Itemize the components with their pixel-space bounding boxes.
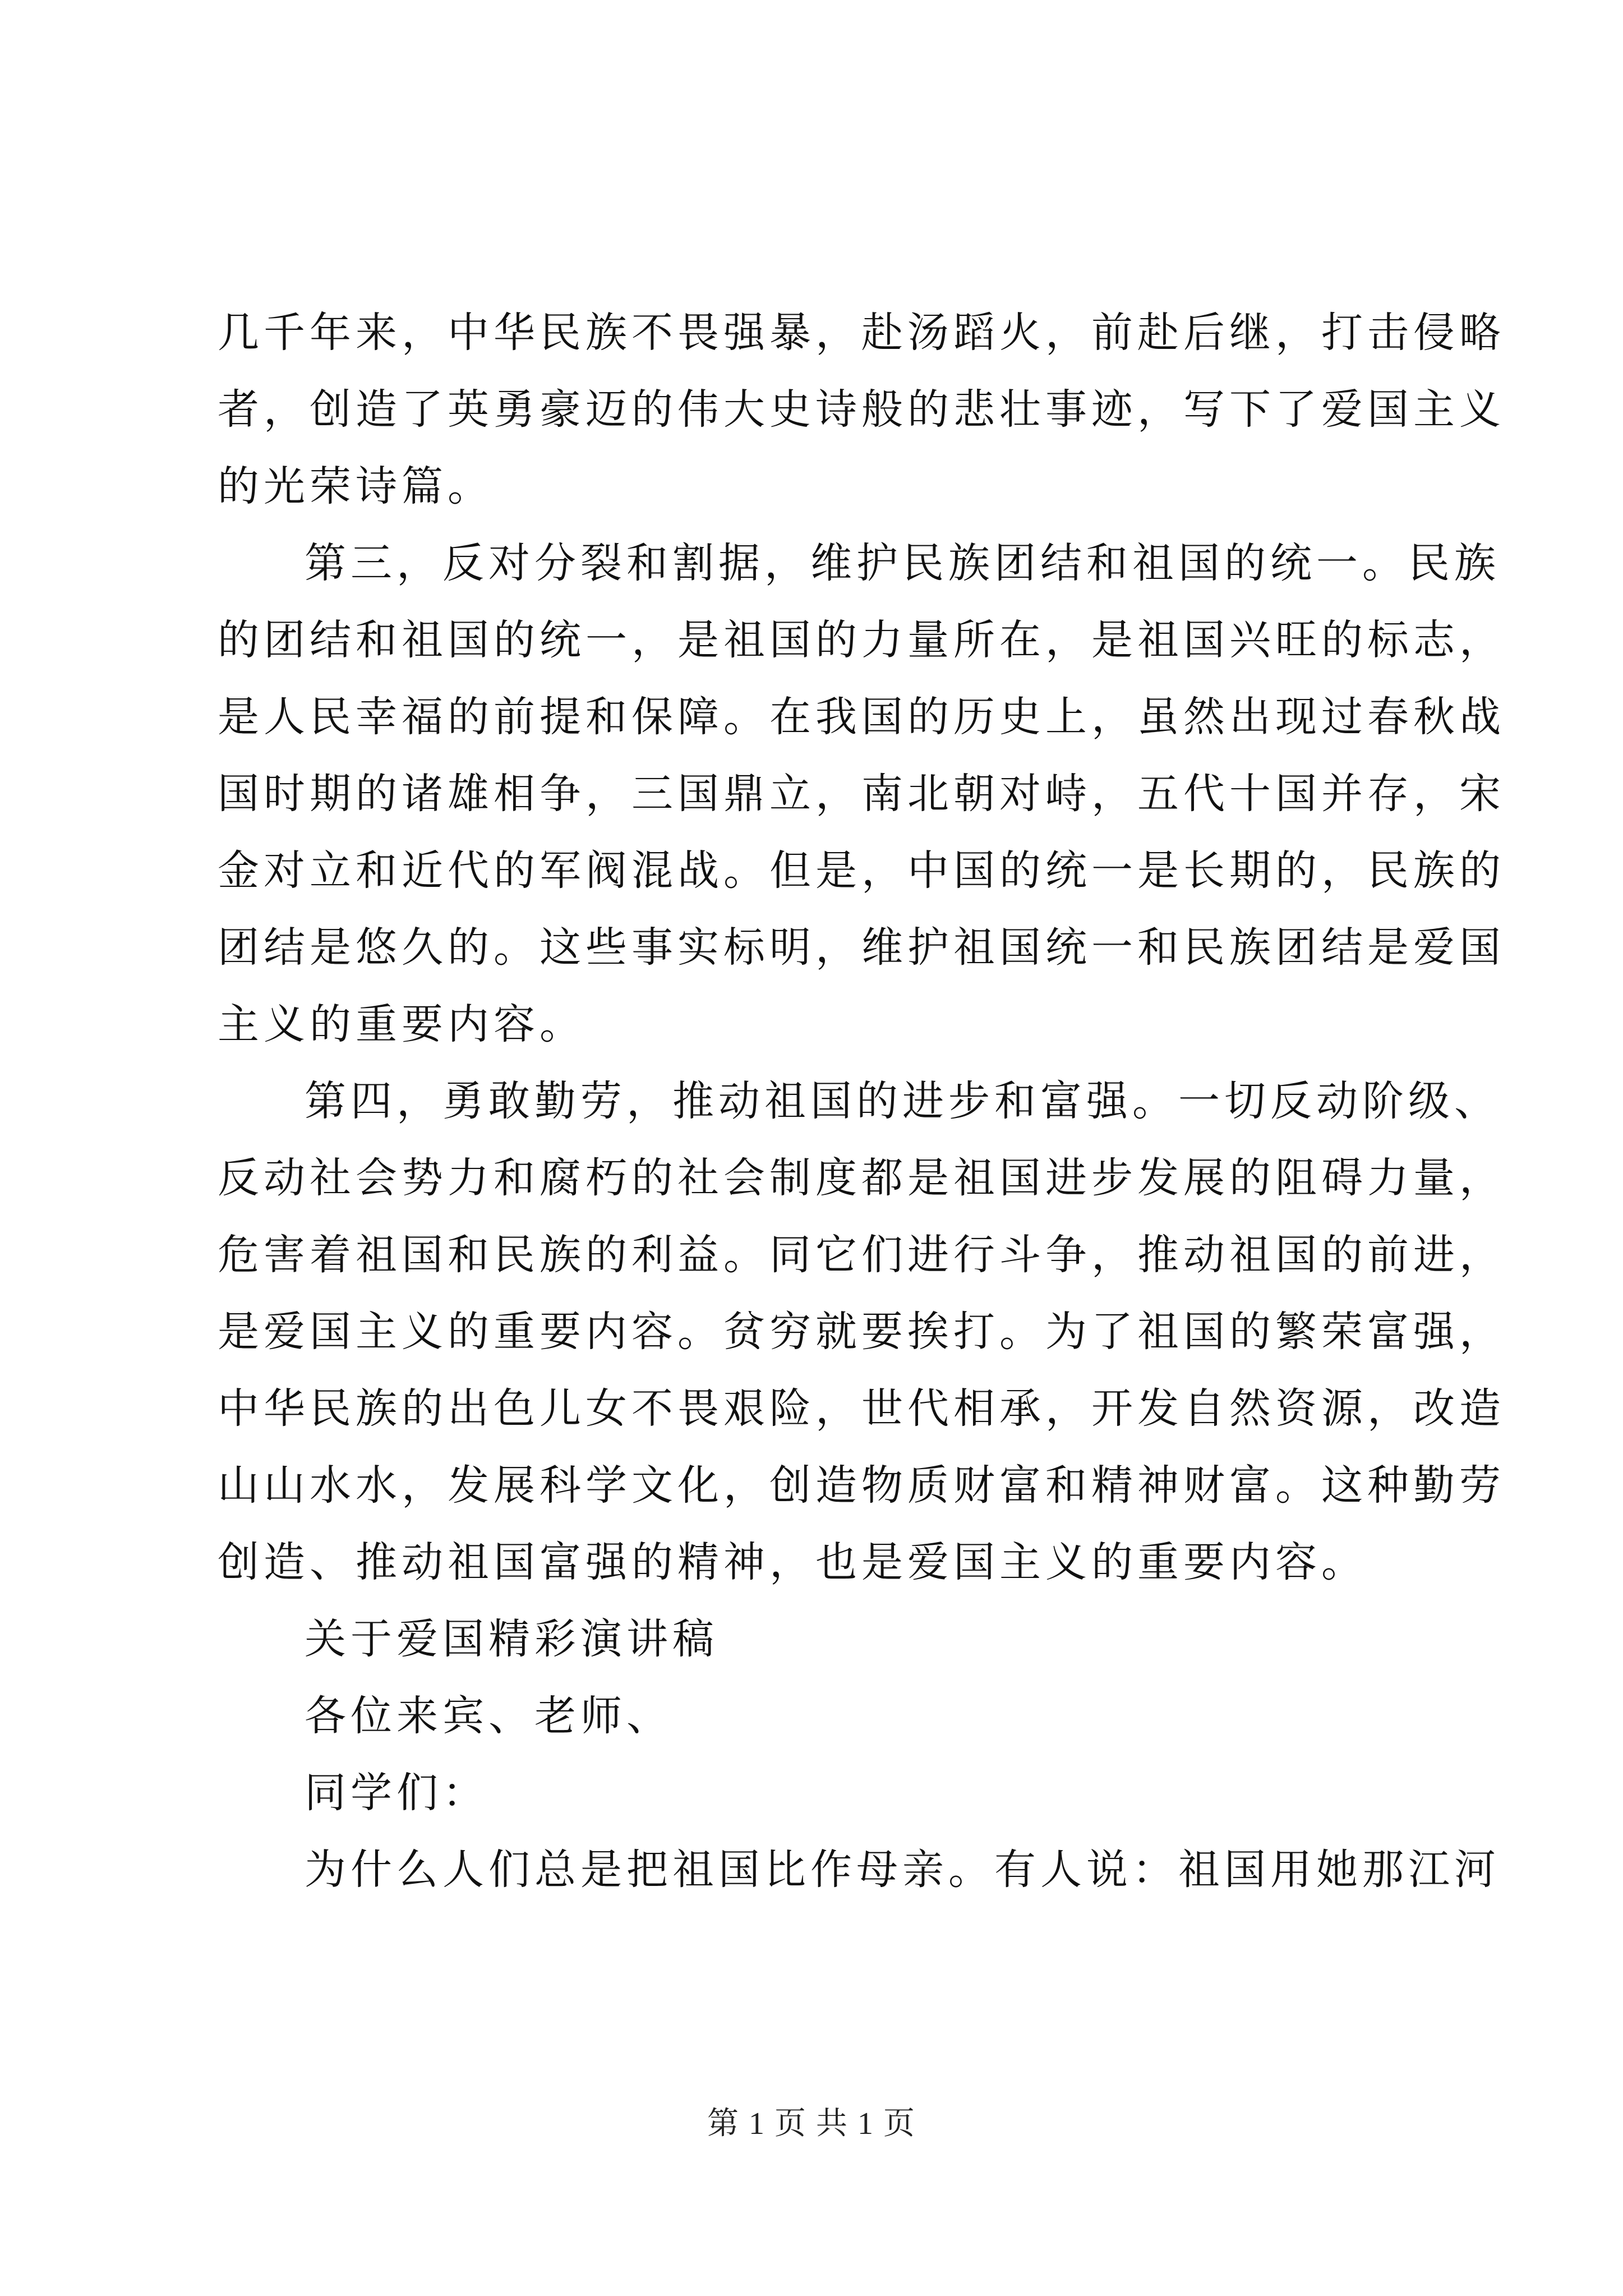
text-line: 是人民幸福的前提和保障。在我国的历史上，虽然出现过春秋战 [218,693,1505,741]
document-body [218,295,1505,1908]
text-line: 几千年来，中华民族不畏强暴，赴汤蹈火，前赴后继，打击侵略 [218,309,1505,357]
text-line: 反动社会势力和腐朽的社会制度都是祖国进步发展的阻碍力量， [218,1154,1505,1202]
text-line: 国时期的诸雄相争，三国鼎立，南北朝对峙，五代十国并存，宋 [218,770,1505,818]
text-line: 金对立和近代的军阀混战。但是，中国的统一是长期的，民族的 [218,846,1505,895]
text-line: 的光荣诗篇。 [218,462,494,510]
text-line: 者，创造了英勇豪迈的伟大史诗般的悲壮事迹，写下了爱国主义 [218,385,1505,434]
text-line: 是爱国主义的重要内容。贫穷就要挨打。为了祖国的繁荣富强， [218,1308,1505,1356]
text-line: 中华民族的出色儿女不畏艰险，世代相承，开发自然资源，改造 [218,1384,1505,1433]
text-line: 危害着祖国和民族的利益。同它们进行斗争，推动祖国的前进， [218,1231,1505,1279]
paragraph-start-line: 第三，反对分裂和割据，维护民族团结和祖国的统一。民族 [305,539,1500,587]
text-line: 的团结和祖国的统一，是祖国的力量所在，是祖国兴旺的标志， [218,616,1505,664]
text-line: 主义的重要内容。 [218,1000,585,1048]
page-number-footer: 第 1 页 共 1 页 [707,2106,916,2141]
salutation-line: 同学们： [305,1769,488,1817]
text-line: 山山水水，发展科学文化，创造物质财富和精神财富。这种勤劳 [218,1461,1505,1510]
salutation-line: 各位来宾、老师、 [305,1692,672,1740]
speech-title-line: 关于爱国精彩演讲稿 [305,1615,718,1663]
paragraph-start-line: 第四，勇敢勤劳，推动祖国的进步和富强。一切反动阶级、 [305,1077,1500,1125]
text-line: 团结是悠久的。这些事实标明，维护祖国统一和民族团结是爱国 [218,923,1505,972]
text-line: 创造、推动祖国富强的精神，也是爱国主义的重要内容。 [218,1538,1367,1586]
paragraph-start-line: 为什么人们总是把祖国比作母亲。有人说：祖国用她那江河 [305,1846,1500,1894]
